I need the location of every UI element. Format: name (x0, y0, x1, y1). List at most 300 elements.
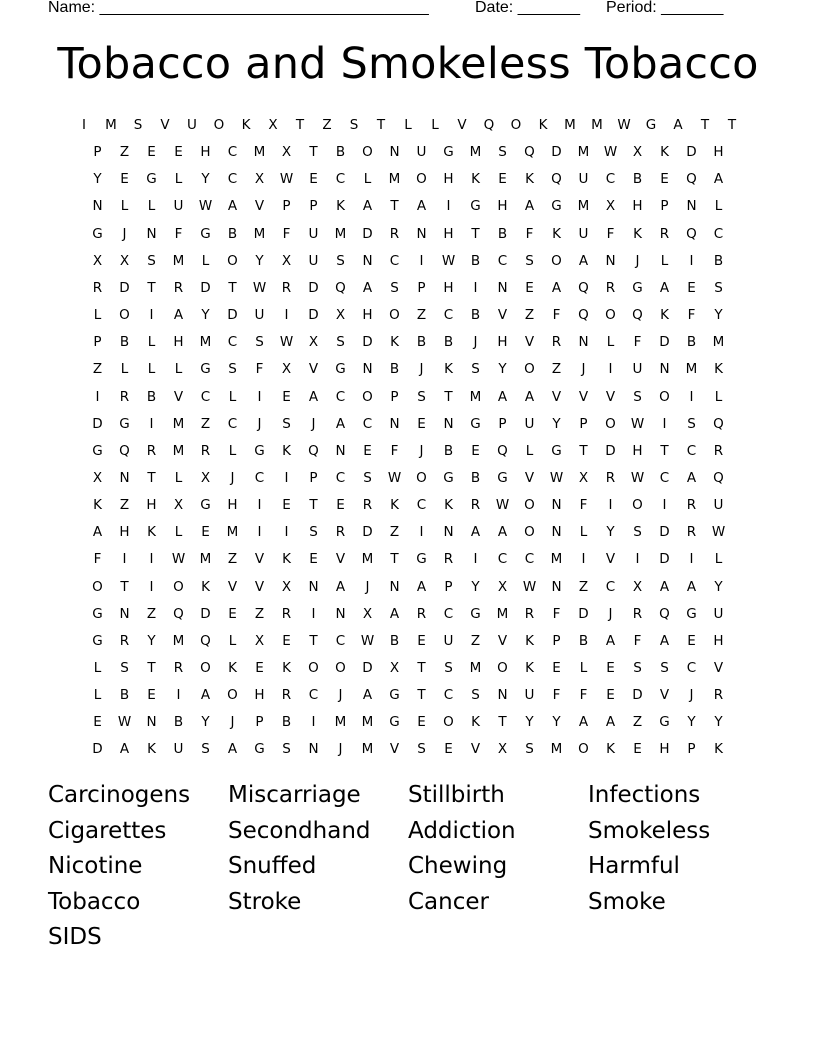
grid-letter[interactable]: E (471, 442, 480, 459)
grid-letter[interactable]: E (147, 687, 156, 704)
grid-letter[interactable]: I (284, 524, 289, 541)
grid-letter[interactable]: L (228, 632, 237, 649)
grid-letter[interactable]: F (552, 687, 561, 704)
grid-letter[interactable]: C (443, 307, 454, 324)
grid-letter[interactable]: T (727, 117, 737, 133)
grid-letter[interactable]: H (632, 442, 643, 459)
grid-letter[interactable]: U (524, 415, 535, 432)
grid-letter[interactable]: U (173, 198, 184, 215)
grid-letter[interactable]: K (282, 660, 291, 676)
grid-letter[interactable]: C (227, 415, 238, 432)
grid-letter[interactable]: O (389, 307, 400, 324)
grid-letter[interactable]: B (416, 334, 427, 351)
grid-letter[interactable]: V (389, 741, 400, 758)
grid-letter[interactable]: N (308, 578, 319, 595)
grid-letter[interactable]: P (309, 198, 318, 215)
grid-letter[interactable]: X (254, 171, 265, 188)
grid-letter[interactable]: N (308, 741, 319, 758)
grid-letter[interactable]: S (349, 117, 359, 133)
grid-letter[interactable]: K (525, 632, 534, 649)
grid-letter[interactable]: Q (119, 442, 130, 459)
grid-letter[interactable]: M (172, 632, 185, 649)
grid-letter[interactable]: S (417, 741, 426, 758)
grid-letter[interactable]: H (713, 144, 724, 161)
grid-letter[interactable]: T (228, 279, 237, 296)
grid-letter[interactable]: E (444, 741, 453, 758)
grid-letter[interactable]: P (660, 198, 669, 215)
grid-letter[interactable]: T (295, 117, 305, 133)
grid-letter[interactable]: N (362, 252, 373, 269)
grid-letter[interactable]: S (255, 334, 264, 351)
grid-letter[interactable]: A (686, 469, 697, 486)
grid-letter[interactable]: F (93, 551, 102, 568)
grid-letter[interactable]: R (92, 279, 103, 296)
grid-letter[interactable]: T (660, 442, 669, 459)
grid-letter[interactable]: Y (714, 307, 723, 324)
grid-letter[interactable]: N (659, 361, 670, 378)
grid-letter[interactable]: K (633, 225, 642, 242)
grid-letter[interactable]: K (525, 660, 534, 676)
grid-letter[interactable]: C (416, 497, 427, 514)
grid-letter[interactable]: U (578, 171, 589, 188)
grid-letter[interactable]: A (578, 714, 589, 731)
grid-letter[interactable]: B (578, 632, 589, 649)
grid-letter[interactable]: O (605, 415, 616, 432)
grid-letter[interactable]: L (714, 388, 723, 405)
grid-letter[interactable]: I (608, 497, 613, 514)
grid-letter[interactable]: L (201, 252, 210, 269)
grid-letter[interactable]: O (551, 252, 562, 269)
grid-letter[interactable]: M (591, 117, 603, 133)
grid-letter[interactable]: F (174, 225, 183, 242)
grid-letter[interactable]: N (497, 687, 508, 704)
grid-letter[interactable]: U (416, 144, 427, 161)
grid-letter[interactable]: E (174, 144, 183, 161)
grid-letter[interactable]: V (254, 551, 265, 568)
grid-letter[interactable]: N (578, 334, 589, 351)
grid-letter[interactable]: P (687, 741, 696, 758)
grid-letter[interactable]: F (579, 497, 588, 514)
grid-letter[interactable]: K (714, 361, 723, 378)
grid-letter[interactable]: E (633, 741, 642, 758)
grid-letter[interactable]: K (282, 551, 291, 568)
grid-letter[interactable]: T (390, 551, 399, 568)
grid-letter[interactable]: B (119, 687, 130, 704)
grid-letter[interactable]: V (457, 117, 467, 133)
grid-letter[interactable]: I (473, 551, 478, 568)
grid-letter[interactable]: L (579, 660, 588, 676)
grid-letter[interactable]: E (606, 660, 615, 676)
grid-letter[interactable]: Y (498, 361, 507, 378)
grid-letter[interactable]: L (714, 198, 723, 215)
grid-letter[interactable]: P (93, 334, 102, 351)
grid-letter[interactable]: P (282, 198, 291, 215)
grid-letter[interactable]: G (119, 415, 130, 432)
grid-letter[interactable]: G (686, 605, 697, 622)
grid-letter[interactable]: R (119, 388, 130, 405)
grid-letter[interactable]: N (389, 144, 400, 161)
grid-letter[interactable]: S (633, 388, 642, 405)
grid-letter[interactable]: L (606, 334, 615, 351)
grid-letter[interactable]: I (419, 252, 424, 269)
grid-letter[interactable]: R (713, 687, 724, 704)
grid-letter[interactable]: L (147, 361, 156, 378)
grid-letter[interactable]: Z (524, 307, 535, 324)
grid-letter[interactable]: F (606, 225, 615, 242)
grid-letter[interactable]: B (470, 469, 481, 486)
grid-letter[interactable]: T (498, 714, 507, 731)
grid-letter[interactable]: C (200, 388, 211, 405)
grid-letter[interactable]: D (119, 279, 130, 296)
grid-letter[interactable]: G (335, 361, 346, 378)
grid-letter[interactable]: O (227, 687, 238, 704)
grid-letter[interactable]: O (213, 117, 225, 133)
grid-letter[interactable]: B (335, 144, 346, 161)
grid-letter[interactable]: Y (93, 171, 102, 188)
grid-letter[interactable]: B (281, 714, 292, 731)
grid-letter[interactable]: V (713, 660, 724, 676)
grid-letter[interactable]: S (363, 469, 372, 486)
grid-letter[interactable]: M (172, 415, 185, 432)
grid-letter[interactable]: K (606, 741, 615, 758)
grid-letter[interactable]: X (92, 252, 103, 269)
grid-letter[interactable]: L (120, 198, 129, 215)
grid-letter[interactable]: X (281, 144, 292, 161)
grid-letter[interactable]: J (365, 578, 370, 595)
grid-letter[interactable]: X (497, 578, 508, 595)
grid-letter[interactable]: K (444, 361, 453, 378)
grid-letter[interactable]: O (524, 497, 535, 514)
grid-letter[interactable]: R (686, 524, 697, 541)
grid-letter[interactable]: L (714, 551, 723, 568)
grid-letter[interactable]: M (550, 741, 563, 758)
grid-letter[interactable]: R (173, 279, 184, 296)
grid-letter[interactable]: G (92, 605, 103, 622)
grid-letter[interactable]: E (93, 714, 102, 731)
grid-letter[interactable]: G (254, 741, 265, 758)
grid-letter[interactable]: H (200, 144, 211, 161)
grid-letter[interactable]: Y (255, 252, 264, 269)
grid-letter[interactable]: A (416, 578, 427, 595)
grid-letter[interactable]: R (389, 225, 400, 242)
grid-letter[interactable]: L (228, 388, 237, 405)
grid-letter[interactable]: G (146, 171, 157, 188)
grid-letter[interactable]: Q (524, 144, 535, 161)
grid-letter[interactable]: X (200, 469, 211, 486)
grid-letter[interactable]: D (632, 687, 643, 704)
grid-letter[interactable]: X (281, 361, 292, 378)
grid-letter[interactable]: O (416, 469, 427, 486)
grid-letter[interactable]: K (390, 497, 399, 514)
grid-letter[interactable]: C (497, 551, 508, 568)
grid-letter[interactable]: Z (470, 632, 481, 649)
grid-letter[interactable]: A (578, 252, 589, 269)
grid-letter[interactable]: K (471, 171, 480, 188)
grid-letter[interactable]: A (524, 198, 535, 215)
grid-letter[interactable]: B (146, 388, 157, 405)
grid-letter[interactable]: A (92, 524, 103, 541)
grid-letter[interactable]: A (605, 632, 616, 649)
grid-letter[interactable]: U (632, 361, 643, 378)
grid-letter[interactable]: B (227, 225, 238, 242)
grid-letter[interactable]: F (579, 687, 588, 704)
grid-letter[interactable]: L (228, 442, 237, 459)
grid-letter[interactable]: X (335, 307, 346, 324)
grid-letter[interactable]: Q (713, 469, 724, 486)
grid-letter[interactable]: M (334, 225, 347, 242)
grid-letter[interactable]: I (149, 578, 154, 595)
grid-letter[interactable]: B (443, 442, 454, 459)
grid-letter[interactable]: V (578, 388, 589, 405)
grid-letter[interactable]: K (714, 741, 723, 758)
grid-letter[interactable]: M (550, 551, 563, 568)
grid-letter[interactable]: E (687, 279, 696, 296)
grid-letter[interactable]: R (416, 605, 427, 622)
grid-letter[interactable]: G (632, 279, 643, 296)
grid-letter[interactable]: L (404, 117, 412, 133)
grid-letter[interactable]: O (510, 117, 522, 133)
grid-letter[interactable]: O (524, 361, 535, 378)
grid-letter[interactable]: M (685, 361, 698, 378)
grid-letter[interactable]: U (187, 117, 197, 133)
grid-letter[interactable]: Z (227, 551, 238, 568)
grid-letter[interactable]: N (92, 198, 103, 215)
grid-letter[interactable]: V (605, 388, 616, 405)
grid-letter[interactable]: S (525, 741, 534, 758)
grid-letter[interactable]: W (711, 524, 726, 541)
grid-letter[interactable]: S (525, 252, 534, 269)
grid-letter[interactable]: I (689, 252, 694, 269)
grid-letter[interactable]: F (552, 307, 561, 324)
grid-letter[interactable]: O (335, 660, 346, 676)
grid-letter[interactable]: Q (483, 117, 495, 133)
grid-letter[interactable]: I (689, 551, 694, 568)
grid-letter[interactable]: T (309, 632, 318, 649)
grid-letter[interactable]: O (308, 660, 319, 676)
grid-letter[interactable]: R (551, 334, 562, 351)
grid-letter[interactable]: D (686, 144, 697, 161)
grid-letter[interactable]: S (417, 388, 426, 405)
grid-letter[interactable]: X (389, 660, 400, 676)
grid-letter[interactable]: I (95, 388, 100, 405)
grid-letter[interactable]: C (686, 660, 697, 676)
grid-letter[interactable]: Q (497, 442, 508, 459)
grid-letter[interactable]: E (282, 632, 291, 649)
grid-letter[interactable]: B (470, 307, 481, 324)
grid-letter[interactable]: O (605, 307, 616, 324)
grid-letter[interactable]: J (581, 361, 586, 378)
grid-letter[interactable]: G (200, 361, 211, 378)
grid-letter[interactable]: H (227, 497, 238, 514)
grid-letter[interactable]: G (470, 415, 481, 432)
grid-letter[interactable]: N (335, 605, 346, 622)
grid-letter[interactable]: G (200, 497, 211, 514)
grid-letter[interactable]: C (443, 605, 454, 622)
grid-letter[interactable]: Q (551, 171, 562, 188)
grid-letter[interactable]: X (362, 605, 373, 622)
grid-letter[interactable]: A (335, 578, 346, 595)
grid-letter[interactable]: G (470, 605, 481, 622)
grid-letter[interactable]: K (282, 442, 291, 459)
grid-letter[interactable]: R (659, 225, 670, 242)
grid-letter[interactable]: G (551, 198, 562, 215)
grid-letter[interactable]: I (473, 279, 478, 296)
grid-letter[interactable]: F (282, 225, 291, 242)
grid-letter[interactable]: S (282, 741, 291, 758)
grid-letter[interactable]: E (336, 497, 345, 514)
grid-letter[interactable]: L (431, 117, 439, 133)
grid-letter[interactable]: M (388, 171, 401, 188)
grid-letter[interactable]: A (362, 198, 373, 215)
grid-letter[interactable]: N (551, 524, 562, 541)
grid-letter[interactable]: N (416, 225, 427, 242)
grid-letter[interactable]: A (713, 171, 724, 188)
grid-letter[interactable]: T (147, 279, 156, 296)
grid-letter[interactable]: G (443, 144, 454, 161)
grid-letter[interactable]: H (443, 225, 454, 242)
grid-letter[interactable]: C (254, 469, 265, 486)
grid-letter[interactable]: G (92, 225, 103, 242)
grid-letter[interactable]: Y (606, 524, 615, 541)
grid-letter[interactable]: A (173, 307, 184, 324)
grid-letter[interactable]: O (227, 252, 238, 269)
grid-letter[interactable]: M (577, 198, 590, 215)
grid-letter[interactable]: Z (322, 117, 332, 133)
grid-letter[interactable]: S (201, 741, 210, 758)
grid-letter[interactable]: S (471, 361, 480, 378)
grid-letter[interactable]: K (241, 117, 251, 133)
grid-letter[interactable]: V (497, 307, 508, 324)
grid-letter[interactable]: K (660, 307, 669, 324)
grid-letter[interactable]: X (281, 252, 292, 269)
grid-letter[interactable]: O (524, 524, 535, 541)
grid-letter[interactable]: X (119, 252, 130, 269)
grid-letter[interactable]: D (551, 144, 562, 161)
grid-letter[interactable]: P (498, 415, 507, 432)
grid-letter[interactable]: Y (201, 714, 210, 731)
grid-letter[interactable]: A (673, 117, 683, 133)
grid-letter[interactable]: J (419, 361, 424, 378)
grid-letter[interactable]: H (659, 741, 670, 758)
grid-letter[interactable]: J (257, 415, 262, 432)
grid-letter[interactable]: L (147, 334, 156, 351)
grid-letter[interactable]: N (146, 225, 157, 242)
grid-letter[interactable]: D (362, 334, 373, 351)
grid-letter[interactable]: A (551, 279, 562, 296)
grid-letter[interactable]: A (659, 632, 670, 649)
grid-letter[interactable]: Q (686, 225, 697, 242)
grid-letter[interactable]: Z (119, 497, 130, 514)
grid-letter[interactable]: D (227, 307, 238, 324)
grid-letter[interactable]: N (389, 415, 400, 432)
grid-letter[interactable]: B (470, 252, 481, 269)
grid-letter[interactable]: D (362, 225, 373, 242)
grid-letter[interactable]: V (254, 578, 265, 595)
grid-letter[interactable]: C (335, 469, 346, 486)
grid-letter[interactable]: A (308, 388, 319, 405)
grid-letter[interactable]: L (147, 198, 156, 215)
grid-letter[interactable]: N (389, 578, 400, 595)
grid-letter[interactable]: Q (173, 605, 184, 622)
grid-letter[interactable]: W (360, 632, 375, 649)
grid-letter[interactable]: N (443, 415, 454, 432)
grid-letter[interactable]: L (174, 171, 183, 188)
grid-letter[interactable]: M (226, 524, 239, 541)
grid-letter[interactable]: L (579, 524, 588, 541)
grid-letter[interactable]: W (279, 334, 294, 351)
grid-letter[interactable]: H (119, 524, 130, 541)
grid-letter[interactable]: V (497, 632, 508, 649)
grid-letter[interactable]: L (525, 442, 534, 459)
grid-letter[interactable]: D (200, 605, 211, 622)
grid-letter[interactable]: C (605, 171, 616, 188)
grid-letter[interactable]: R (119, 632, 130, 649)
grid-letter[interactable]: C (686, 442, 697, 459)
grid-letter[interactable]: Z (200, 415, 211, 432)
grid-letter[interactable]: P (309, 469, 318, 486)
grid-letter[interactable]: M (172, 442, 185, 459)
grid-letter[interactable]: X (497, 741, 508, 758)
grid-letter[interactable]: R (146, 442, 157, 459)
grid-letter[interactable]: L (93, 660, 102, 676)
grid-letter[interactable]: J (122, 225, 127, 242)
grid-letter[interactable]: O (173, 578, 184, 595)
grid-letter[interactable]: M (469, 388, 482, 405)
grid-letter[interactable]: Q (200, 632, 211, 649)
grid-letter[interactable]: D (659, 334, 670, 351)
grid-letter[interactable]: I (122, 551, 127, 568)
grid-letter[interactable]: O (119, 307, 130, 324)
grid-letter[interactable]: E (201, 524, 210, 541)
grid-letter[interactable]: D (308, 279, 319, 296)
grid-letter[interactable]: E (147, 144, 156, 161)
grid-letter[interactable]: E (282, 497, 291, 514)
grid-letter[interactable]: L (660, 252, 669, 269)
grid-letter[interactable]: Y (201, 307, 210, 324)
grid-letter[interactable]: E (417, 714, 426, 731)
grid-letter[interactable]: S (282, 415, 291, 432)
grid-letter[interactable]: A (605, 714, 616, 731)
grid-letter[interactable]: C (227, 334, 238, 351)
grid-letter[interactable]: I (419, 524, 424, 541)
grid-letter[interactable]: Z (551, 361, 562, 378)
grid-letter[interactable]: D (605, 442, 616, 459)
grid-letter[interactable]: Y (525, 714, 534, 731)
grid-letter[interactable]: X (173, 497, 184, 514)
grid-letter[interactable]: F (633, 632, 642, 649)
grid-letter[interactable]: L (174, 524, 183, 541)
grid-letter[interactable]: M (361, 714, 374, 731)
grid-letter[interactable]: Y (471, 578, 480, 595)
grid-letter[interactable]: R (470, 497, 481, 514)
grid-letter[interactable]: I (149, 415, 154, 432)
grid-letter[interactable]: P (255, 714, 264, 731)
grid-letter[interactable]: E (255, 660, 264, 676)
grid-letter[interactable]: Y (201, 171, 210, 188)
grid-letter[interactable]: J (419, 442, 424, 459)
grid-letter[interactable]: S (714, 279, 723, 296)
grid-letter[interactable]: P (579, 415, 588, 432)
grid-letter[interactable]: T (120, 578, 129, 595)
grid-letter[interactable]: S (633, 524, 642, 541)
grid-letter[interactable]: P (552, 632, 561, 649)
grid-letter[interactable]: W (630, 469, 645, 486)
grid-letter[interactable]: G (92, 442, 103, 459)
grid-letter[interactable]: E (282, 388, 291, 405)
grid-letter[interactable]: U (443, 632, 454, 649)
grid-letter[interactable]: Z (146, 605, 157, 622)
grid-letter[interactable]: A (362, 687, 373, 704)
